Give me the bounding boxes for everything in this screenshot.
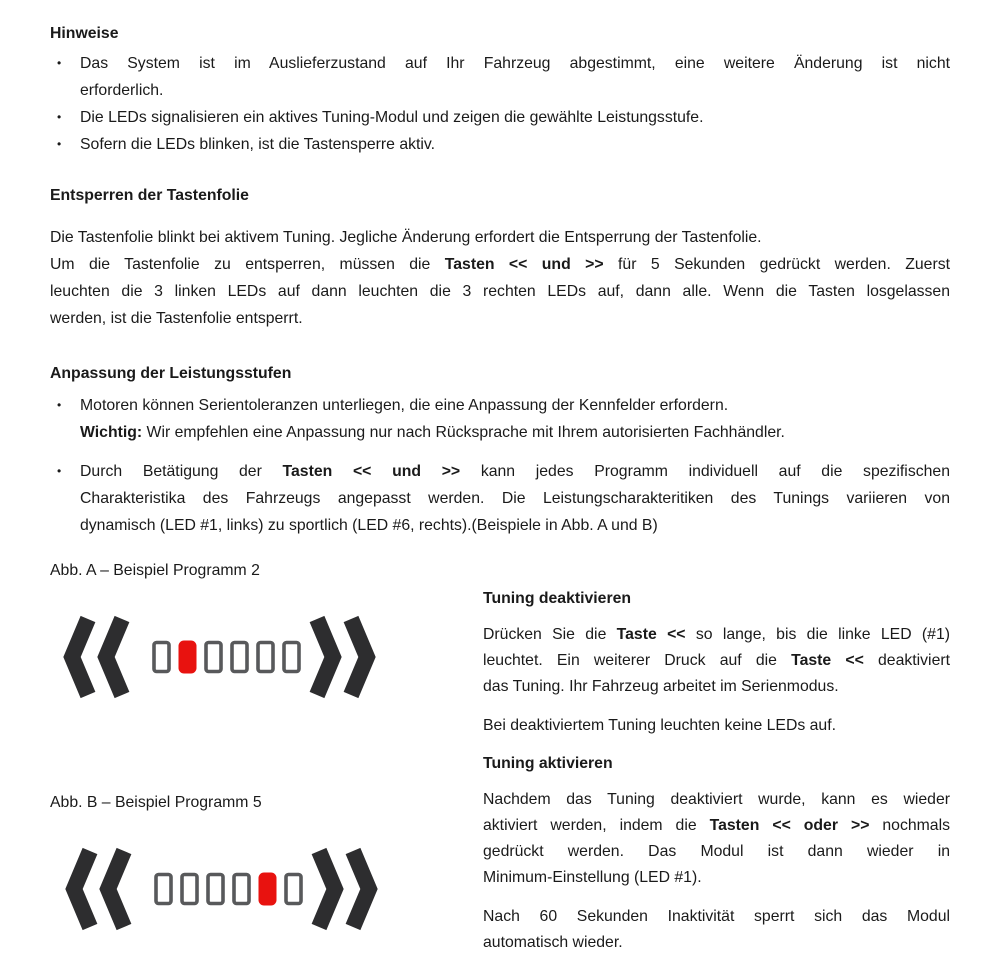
led-display <box>62 611 380 703</box>
led-off-indicator <box>206 643 221 672</box>
text-line: Um die Tastenfolie zu entsperren, müssen die Tasten << und >> für 5 Sekunden gedrückt werden. Zuerst <box>50 256 951 273</box>
led-off-indicator <box>208 875 223 904</box>
chevron-left-icon <box>106 619 122 695</box>
entsperren-heading: Entsperren der Tastenfolie <box>50 187 249 204</box>
text-line: Bei deaktiviertem Tuning leuchten keine LEDs auf. <box>483 717 837 734</box>
led-off-indicator <box>156 875 171 904</box>
entsperren-paragraph <box>50 224 950 332</box>
list-item <box>50 104 950 131</box>
bullet-text <box>80 458 950 539</box>
figure-a-graphic <box>62 611 483 703</box>
text-line: Die Tastenfolie blinkt bei aktivem Tuning. Jegliche Änderung erfordert die Entsperrung der Tastenfolie. <box>50 229 762 246</box>
bullet-marker: • <box>57 464 62 478</box>
bullet-text <box>80 131 950 158</box>
text-line: Minimum-Einstellung (LED #1). <box>483 869 702 886</box>
aktivieren-paragraph-1 <box>483 787 950 891</box>
chevron-right-icon <box>351 619 367 695</box>
text-line: gedrückt werden. Das Modul ist dann wieder in <box>483 843 950 860</box>
text-line: dynamisch (LED #1, links) zu sportlich (LED #6, rechts).(Beispiele in Abb. A und B) <box>80 517 658 534</box>
aktivieren-heading: Tuning aktivieren <box>483 755 613 772</box>
bullet-text <box>80 104 950 131</box>
figures-and-instructions <box>50 559 950 956</box>
deaktivieren-paragraph-1 <box>483 622 950 700</box>
text-line: Motoren können Serientoleranzen unterliegen, die eine Anpassung der Kennfelder erfordern. <box>80 397 729 414</box>
figures-column <box>50 559 483 956</box>
text-line: leuchtet. Ein weiterer Druck auf die Taste << deaktiviert <box>483 652 951 669</box>
led-active-indicator <box>259 873 277 906</box>
figure-a-caption: Abb. A – Beispiel Programm 2 <box>50 562 260 579</box>
led-off-indicator <box>232 643 247 672</box>
text-line: werden, ist die Tastenfolie entsperrt. <box>50 310 303 327</box>
led-off-indicator <box>182 875 197 904</box>
aktivieren-paragraph-2 <box>483 904 950 956</box>
text-line: Drücken Sie die Taste << so lange, bis die linke LED (#1) <box>483 626 951 643</box>
bullet-marker: • <box>57 398 62 412</box>
list-item <box>50 392 950 446</box>
chevron-right-icon <box>319 851 335 927</box>
text-line: Durch Betätigung der Tasten << und >> kann jedes Programm individuell auf die spezifischen <box>80 463 950 480</box>
text-line: das Tuning. Ihr Fahrzeug arbeitet im Serienmodus. <box>483 678 839 695</box>
hinweise-list <box>50 50 950 158</box>
text-line: Charakteristika des Fahrzeugs angepasst werden. Die Leistungscharakteritiken des Tunings variieren von <box>80 490 950 507</box>
led-off-indicator <box>154 643 169 672</box>
text-line: Wichtig: Wir empfehlen eine Anpassung nur nach Rücksprache mit Ihrem autorisierten Fachhändler. <box>80 424 785 441</box>
text-line: automatisch wieder. <box>483 934 623 951</box>
list-item <box>50 458 950 539</box>
anpassung-heading: Anpassung der Leistungsstufen <box>50 365 292 382</box>
led-off-indicator <box>286 875 301 904</box>
led-active-indicator <box>179 641 197 674</box>
figure-b-caption: Abb. B – Beispiel Programm 5 <box>50 794 262 811</box>
chevron-right-icon <box>317 619 333 695</box>
bullet-marker: • <box>57 110 62 124</box>
list-item <box>50 50 950 104</box>
text-line: aktiviert werden, indem die Tasten << oder >> nochmals <box>483 817 951 834</box>
deaktivieren-heading: Tuning deaktivieren <box>483 590 632 607</box>
text-line: Das System ist im Auslieferzustand auf Ihr Fahrzeug abgestimmt, eine weitere Änderung ist nicht <box>80 55 950 72</box>
text-line: Sofern die LEDs blinken, ist die Tastensperre aktiv. <box>80 136 436 153</box>
led-display <box>64 843 382 935</box>
bullet-marker: • <box>57 137 62 151</box>
figure-b-graphic <box>64 843 483 935</box>
chevron-right-icon <box>353 851 369 927</box>
bullet-marker: • <box>57 56 62 70</box>
chevron-left-icon <box>72 619 88 695</box>
text-line: leuchten die 3 linken LEDs auf dann leuchten die 3 rechten LEDs auf, dann alle. Wenn die Tasten losgelassen <box>50 283 950 300</box>
instructions-column <box>483 559 950 956</box>
chevron-left-icon <box>74 851 90 927</box>
led-off-indicator <box>234 875 249 904</box>
chevron-left-icon <box>108 851 124 927</box>
text-line: Nachdem das Tuning deaktiviert wurde, kann es wieder <box>483 791 950 808</box>
list-item <box>50 131 950 158</box>
text-line: erforderlich. <box>80 82 164 99</box>
bullet-text <box>80 392 950 446</box>
text-line: Nach 60 Sekunden Inaktivität sperrt sich das Modul <box>483 908 950 925</box>
anpassung-list <box>50 392 950 539</box>
text-line: Die LEDs signalisieren ein aktives Tuning-Modul und zeigen die gewählte Leistungsstufe. <box>80 109 704 126</box>
hinweise-heading: Hinweise <box>50 25 119 42</box>
led-off-indicator <box>284 643 299 672</box>
deaktivieren-paragraph-2 <box>483 713 950 739</box>
bullet-text <box>80 50 950 104</box>
led-off-indicator <box>258 643 273 672</box>
